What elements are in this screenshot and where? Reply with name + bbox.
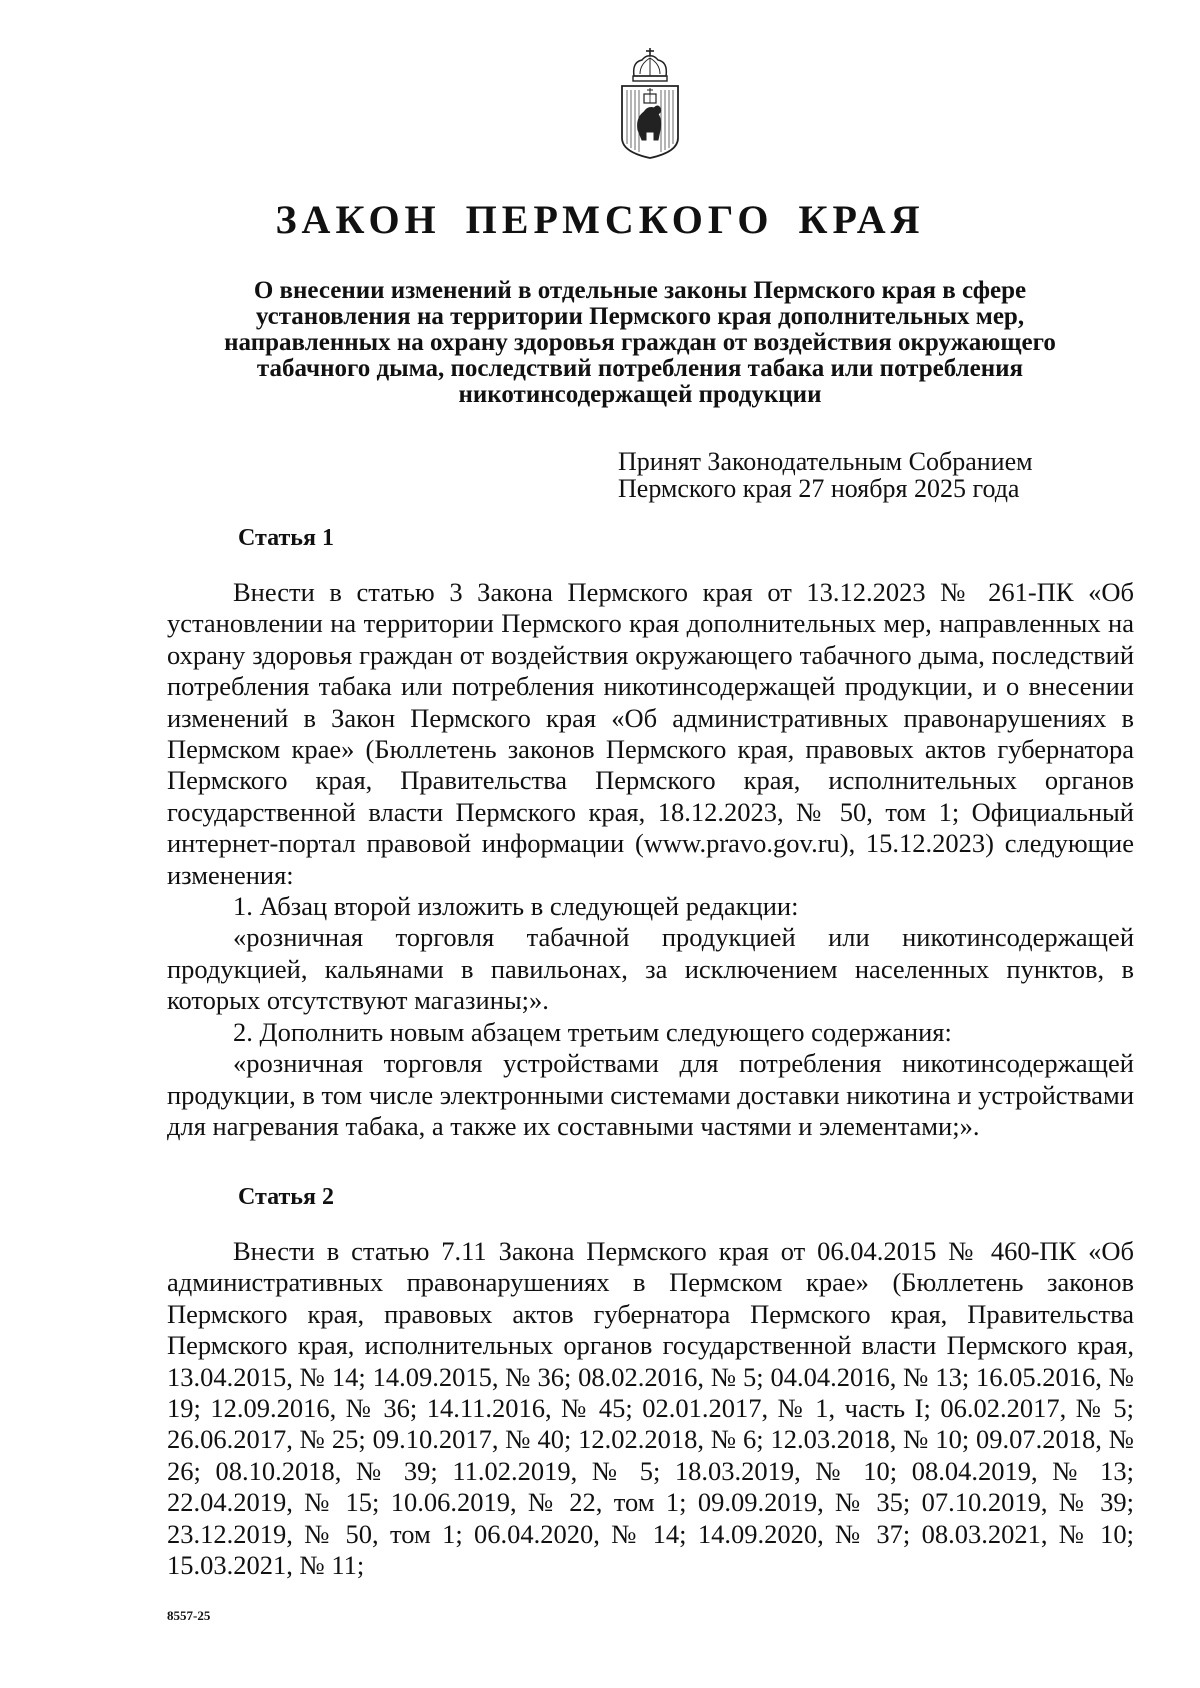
adoption-line-2: Пермского края 27 ноября 2025 года [618, 474, 1020, 503]
article-1-paragraph: 1. Абзац второй изложить в следующей редакции: [233, 891, 799, 922]
article-1-paragraph: «розничная торговля устройствами для потребления никотинсодержащей продукции, в том числе электронными системами доставки никотина и устройствами для нагревания табака, а также их составными частями и элементами;». [167, 1048, 1135, 1141]
article-2-heading: Статья 2 [238, 1184, 334, 1210]
adoption-line-1: Принят Законодательным Собранием [618, 447, 1033, 476]
law-subject: О внесении изменений в отдельные законы Пермского края в сфере установления на территории Пермского края дополнительных мер, направленных на охрану здоровья граждан от воздействия окружающего табачного дыма, последствий потребления табака или потребления никотинсодержащей продукции [224, 277, 1056, 408]
article-1-body [167, 577, 1134, 1142]
adoption-note [618, 448, 1033, 502]
article-2-body [167, 1236, 1134, 1581]
article-1-paragraph: Внести в статью 3 Закона Пермского края от 13.12.2023 № 261-ПК «Об установлении на территории Пермского края дополнительных мер, направленных на охрану здоровья граждан от воздействия окружающего табачного дыма, последствий потребления табака или потребления никотинсодержащей продукции, и о внесении изменений в Закон Пермского края «Об административных правонарушениях в Пермском крае» (Бюллетень законов Пермского края, правовых актов губернатора Пермского края, Правительства Пермского края, исполнительных органов государственной власти Пермского края, 18.12.2023, № 50, том 1; Официальный интернет-портал правовой информации (www.pravo.gov.ru), 15.12.2023) следующие изменения: [167, 577, 1134, 890]
article-1-heading: Статья 1 [238, 525, 334, 551]
article-1-paragraph: 2. Дополнить новым абзацем третьим следующего содержания: [233, 1016, 952, 1047]
document-code: 8557-25 [167, 1608, 211, 1623]
article-2-paragraph: Внести в статью 7.11 Закона Пермского края от 06.04.2015 № 460-ПК «Об административных правонарушениях в Пермском крае» (Бюллетень законов Пермского края, правовых актов губернатора Пермского края, Правительства Пермского края, исполнительных органов государственной власти Пермского края, 13.04.2015, № 14; 14.09.2015, № 36; 08.02.2016, № 5; 04.04.2016, № 13; 16.05.2016, № 19; 12.09.2016, № 36; 14.11.2016, № 45; 02.01.2017, № 1, часть I; 06.02.2017, № 5; 26.06.2017, № 25; 09.10.2017, № 40; 12.02.2018, № 6; 12.03.2018, № 10; 09.07.2018, № 26; 08.10.2018, № 39; 11.02.2019, № 5; 18.03.2019, № 10; 08.04.2019, № 13; 22.04.2019, № 15; 10.06.2019, № 22, том 1; 09.09.2019, № 35; 07.10.2019, № 39; 23.12.2019, № 50, том 1; 06.04.2020, № 14; 14.09.2020, № 37; 08.03.2021, № 10; 15.03.2021, № 11; [167, 1236, 1134, 1581]
law-title: ЗАКОН ПЕРМСКОГО КРАЯ [275, 197, 925, 242]
article-1-paragraph: «розничная торговля табачной продукцией или никотинсодержащей продукцией, кальянами в павильонах, за исключением населенных пунктов, в которых отсутствуют магазины;». [167, 922, 1134, 1016]
perm-krai-coat-of-arms-icon [614, 46, 686, 162]
